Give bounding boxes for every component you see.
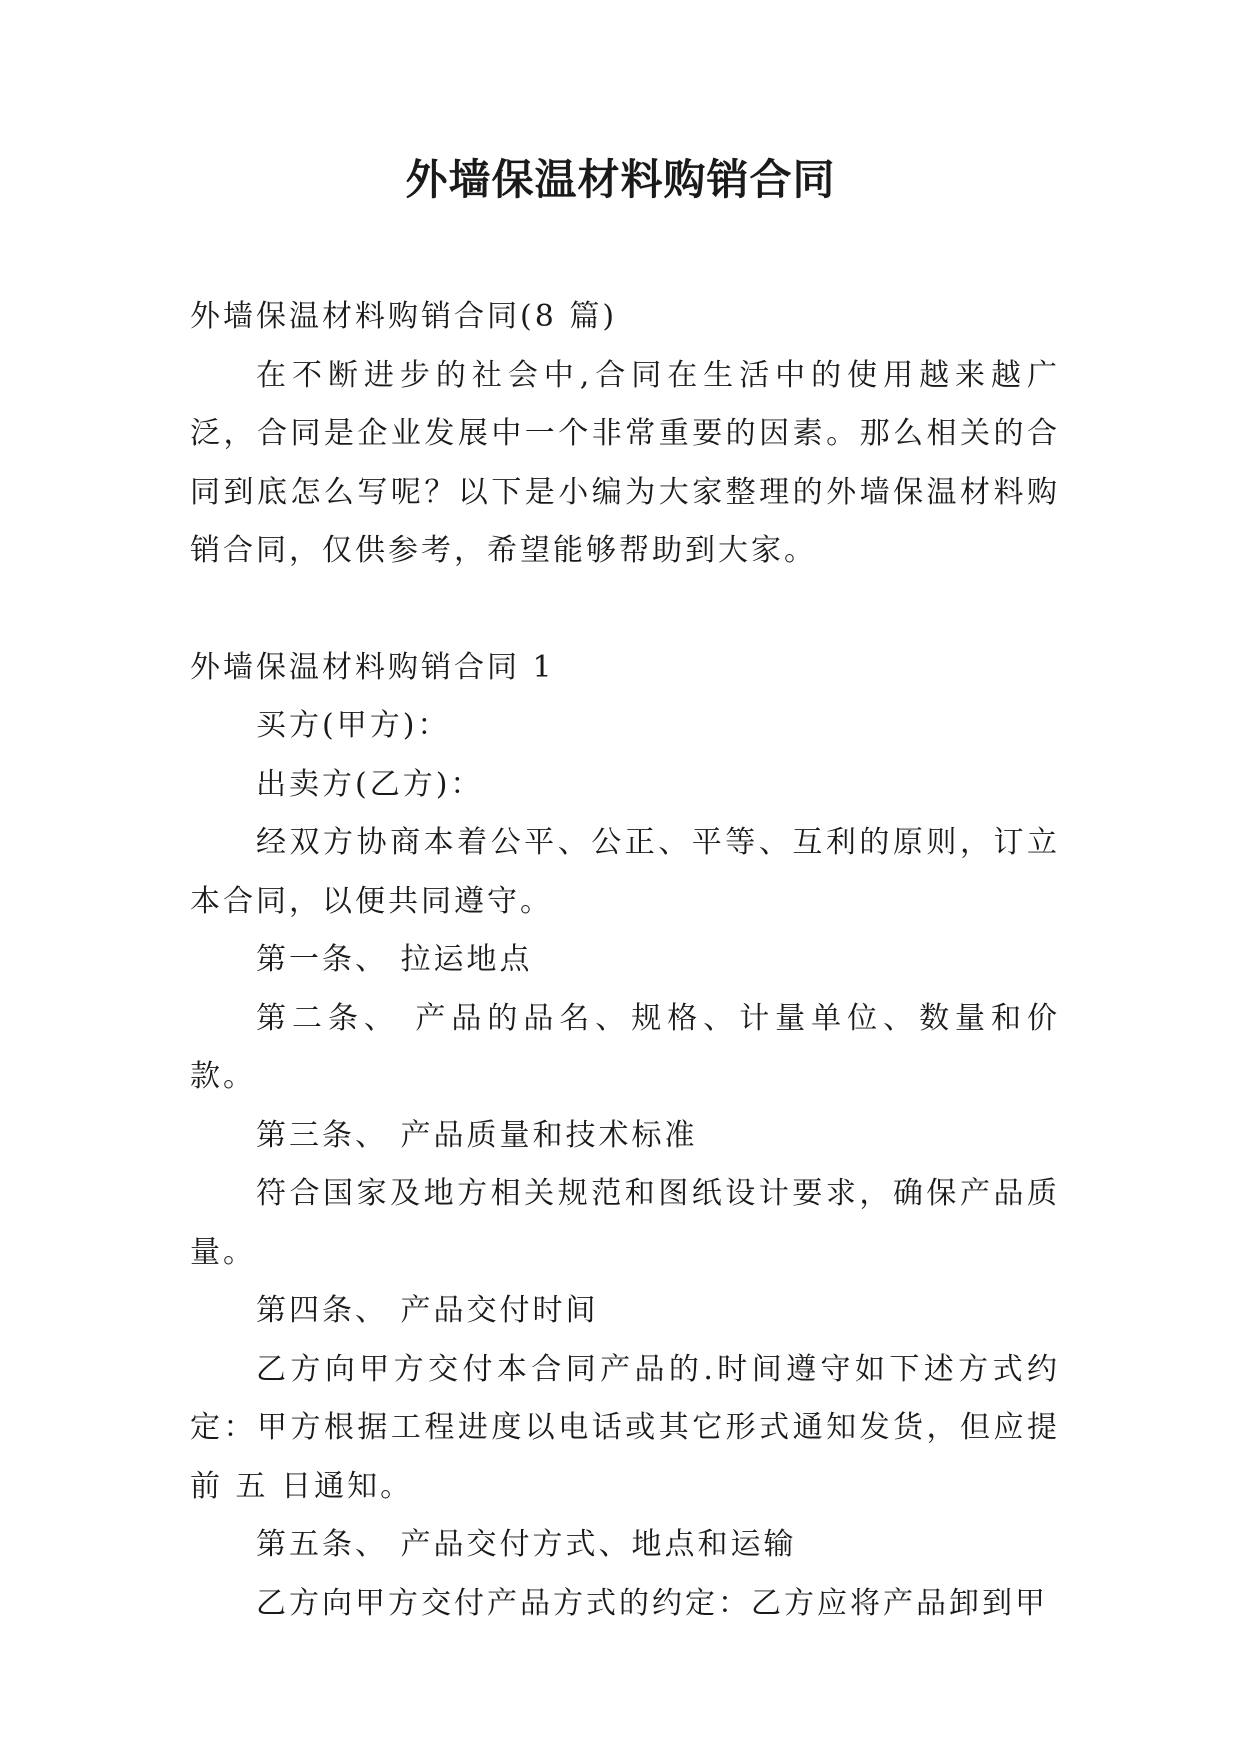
section-heading: 外墙保温材料购销合同 1 — [190, 649, 555, 685]
document-body — [190, 288, 1060, 1633]
document-title: 外墙保温材料购销合同 — [405, 155, 836, 204]
article-5-heading: 第五条、 产品交付方式、地点和运输 — [256, 1527, 797, 1562]
document-subtitle: 外墙保温材料购销合同(8 篇) — [190, 299, 618, 334]
seller-line: 出卖方(乙方)： — [256, 766, 484, 802]
intro-paragraph: 在不断进步的社会中,合同在生活中的使用越来越广泛，合同是企业发展中一个非常重要的因素。那么相关的合同到底怎么写呢？以下是小编为大家整理的外墙保温材料购销合同，仅供参考，希望能够帮助到大家。 — [190, 357, 1060, 568]
article-4-heading: 第四条、 产品交付时间 — [256, 1293, 599, 1328]
buyer-line: 买方(甲方)： — [256, 708, 451, 743]
article-5-body: 乙方向甲方交付产品方式的约定：乙方应将产品卸到甲 — [256, 1585, 1048, 1621]
agreement-paragraph: 经双方协商本着公平、公正、平等、互利的原则，订立本合同，以便共同遵守。 — [190, 825, 1060, 919]
article-2-heading: 第二条、 产品的品名、规格、计量单位、数量和价款。 — [190, 1000, 1060, 1094]
article-1-heading: 第一条、 拉运地点 — [256, 942, 533, 977]
article-4-body: 乙方向甲方交付本合同产品的.时间遵守如下述方式约定：甲方根据工程进度以电话或其它形式通知发货，但应提前 五 日通知。 — [190, 1351, 1060, 1504]
article-3-heading: 第三条、 产品质量和技术标准 — [256, 1117, 698, 1153]
article-3-body: 符合国家及地方相关规范和图纸设计要求，确保产品质量。 — [190, 1176, 1060, 1270]
paragraph-spacer — [190, 581, 1060, 639]
